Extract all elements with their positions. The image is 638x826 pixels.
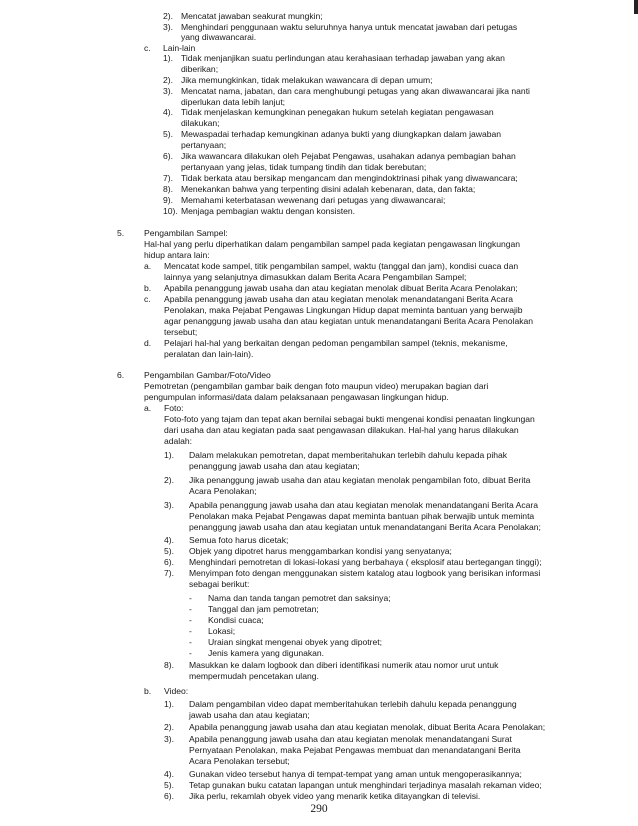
item-number: - <box>189 593 192 603</box>
item-number: 3). <box>163 22 173 32</box>
item-text: Tanggal dan jam pemotretan; <box>208 604 319 614</box>
item-number: 6). <box>164 557 174 567</box>
item-text: Nama dan tanda tangan pemotret dan saksinya; <box>208 593 391 603</box>
item-text: Apabila penanggung jawab usaha dan atau kegiatan menolak menandatangani Surat <box>189 734 512 744</box>
item-text: diberikan; <box>181 64 219 74</box>
item-number: - <box>189 604 192 614</box>
item-text: Lain-lain <box>163 43 196 53</box>
item-text: peralatan dan lain-lain). <box>164 349 254 359</box>
item-text: Tidak menjanjikan suatu perlindungan atau kerahasiaan terhadap jawaban yang akan <box>181 53 505 63</box>
edge-mark <box>634 0 638 14</box>
item-text: penanggung jawab usaha dan atau kegiatan untuk menandatangani Berita Acara Penolakan; <box>189 522 541 532</box>
item-number: b. <box>144 283 152 293</box>
item-number: 7). <box>164 568 174 578</box>
item-number: 2). <box>164 722 174 732</box>
item-number: 4). <box>164 535 174 545</box>
item-text: Semua foto harus dicetak; <box>189 535 289 545</box>
item-text: sebagai berikut: <box>189 579 250 589</box>
item-text: dari usaha dan atau kegiatan pada saat pengawasan dilakukan. Hal-hal yang harus dilakukan <box>164 425 519 435</box>
item-text: Pemotretan (pengambilan gambar baik dengan foto maupun video) merupakan bagian dari <box>144 381 489 391</box>
item-text: Apabila penanggung jawab usaha dan atau kegiatan menolak menandatangani Berita Acara <box>189 500 539 510</box>
item-text: Pengambilan Gambar/Foto/Video <box>144 370 271 380</box>
item-text: Apabila penanggung jawab usaha dan atau kegiatan menolak, dibuat Berita Acara Penolakan; <box>189 722 546 732</box>
item-text: Menjaga pembagian waktu dengan konsisten. <box>181 206 356 216</box>
item-text: hidup antara lain: <box>144 250 210 260</box>
item-text: Objek yang dipotret harus menggambarkan kondisi yang senyatanya; <box>189 546 452 556</box>
item-text: Menghindari pemotretan di lokasi-lokasi yang berbahaya ( eksplosif atau bertegangan tinggi); <box>189 557 542 567</box>
item-text: pertanyaan yang jelas, tidak tumpang tindih dan tidak berebutan; <box>181 162 427 172</box>
item-text: Lokasi; <box>208 626 236 636</box>
item-text: Menekankan bahwa yang terpenting disini adalah kebenaran, data, dan fakta; <box>181 184 476 194</box>
item-text: Video: <box>164 686 189 696</box>
item-text: Tidak menjelaskan kemungkinan penegakan hukum setelah kegiatan pengawasan <box>181 107 494 117</box>
item-text: Mencatat kode sampel, titik pengambilan sampel, waktu (tanggal dan jam), kondisi cuaca dan <box>164 261 519 271</box>
item-text: yang diwawancarai. <box>181 32 257 42</box>
item-number: 10). <box>163 206 178 216</box>
item-number: 4). <box>163 107 173 117</box>
item-text: Dalam melakukan pemotretan, dapat memberitahukan terlebih dahulu kepada pihak <box>189 450 508 460</box>
item-text: Mencatat jawaban seakurat mungkin; <box>181 11 323 21</box>
item-number: 1). <box>164 450 174 460</box>
item-text: Masukkan ke dalam logbook dan diberi identifikasi numerik atau nomor urut untuk <box>189 660 499 670</box>
item-text: lainnya yang selanjutnya dimasukkan dalam Berita Acara Pengambilan Sampel; <box>164 272 467 282</box>
item-text: Apabila penanggung jawab usaha dan atau kegiatan menolak dibuat Berita Acara Penolakan; <box>164 283 518 293</box>
item-number: - <box>189 615 192 625</box>
item-text: penanggung jawab usaha dan atau kegiatan; <box>189 461 360 471</box>
item-number: 1). <box>164 699 174 709</box>
item-number: 5. <box>117 228 125 238</box>
item-text: Mencatat nama, jabatan, dan cara menghubungi petugas yang akan diwawancarai jika nanti <box>181 86 530 96</box>
item-text: Acara Penolakan; <box>189 486 257 496</box>
item-number: 3). <box>164 500 174 510</box>
item-text: tersebut; <box>164 327 198 337</box>
item-text: mempermudah pencetakan ulang. <box>189 671 319 681</box>
item-text: Acara Penolakan tersebut; <box>189 756 290 766</box>
item-text: Jika wawancara dilakukan oleh Pejabat Pengawas, usahakan adanya pembagian bahan <box>181 151 516 161</box>
item-text: diperlukan data lebih lanjut; <box>181 97 286 107</box>
item-number: 7). <box>163 173 173 183</box>
item-text: Uraian singkat mengenai obyek yang dipotret; <box>208 637 382 647</box>
item-number: - <box>189 626 192 636</box>
item-number: 2). <box>163 75 173 85</box>
item-text: Penolakan maka Pejabat Pengawas dapat meminta bantuan pihak berwajib untuk meminta <box>189 511 535 521</box>
item-text: agar penanggung jawab usaha dan atau kegiatan untuk menandatangani Berita Acara Penolakan <box>164 316 533 326</box>
item-text: Kondisi cuaca; <box>208 615 264 625</box>
item-text: Menghindari penggunaan waktu seluruhnya hanya untuk mencatat jawaban dari petugas <box>181 22 518 32</box>
item-text: Apabila penanggung jawab usaha dan atau kegiatan menolak menandatangani Berita Acara <box>164 294 514 304</box>
item-number: 8). <box>164 660 174 670</box>
item-number: 3). <box>163 86 173 96</box>
item-text: Memahami keterbatasan wewenang dari petugas yang diwawancarai; <box>181 195 446 205</box>
item-text: Dalam pengambilan video dapat memberitahukan terlebih dahulu kepada penanggung <box>189 699 517 709</box>
item-number: 3). <box>164 734 174 744</box>
item-number: 2). <box>164 475 174 485</box>
item-number: c. <box>144 294 151 304</box>
page-number: 290 <box>310 803 328 815</box>
item-number: 8). <box>163 184 173 194</box>
item-number: 1). <box>163 53 173 63</box>
item-text: Pernyataan Penolakan, maka Pejabat Pengawas membuat dan menandatangani Berita <box>189 745 521 755</box>
item-number: - <box>189 637 192 647</box>
item-text: Hal-hal yang perlu diperhatikan dalam pengambilan sampel pada kegiatan pengawasan lingkungan <box>144 239 521 249</box>
item-text: Penolakan, maka Pejabat Pengawas Lingkungan Hidup dapat meminta bantuan yang berwajib <box>164 305 523 315</box>
item-number: 9). <box>163 195 173 205</box>
item-text: Gunakan video tersebut hanya di tempat-tempat yang aman untuk mengoperasikannya; <box>189 769 522 779</box>
item-number: d. <box>144 338 152 348</box>
item-text: Jika memungkinkan, tidak melakukan wawancara di depan umum; <box>181 75 433 85</box>
item-text: Tetap gunakan buku catatan lapangan untuk menghindari terjadinya masalah rekaman video; <box>189 780 542 790</box>
item-number: - <box>189 648 192 658</box>
item-number: 6. <box>117 370 125 380</box>
item-text: adalah: <box>164 436 193 446</box>
item-text: Jika perlu, rekamlah obyek video yang menarik ketika ditayangkan di televisi. <box>189 791 481 801</box>
item-text: dilakukan; <box>181 118 220 128</box>
item-number: 6). <box>164 791 174 801</box>
item-text: Menyimpan foto dengan menggunakan sistem katalog atau logbook yang berisikan informasi <box>189 568 541 578</box>
item-number: a. <box>144 403 152 413</box>
item-number: 5). <box>163 129 173 139</box>
item-text: Jenis kamera yang digunakan. <box>208 648 325 658</box>
item-text: Pengambilan Sampel: <box>144 228 228 238</box>
item-text: Foto-foto yang tajam dan tepat akan bernilai sebagai bukti mengenai kondisi penaatan lingkungan <box>164 414 535 424</box>
item-text: Pelajari hal-hal yang berkaitan dengan pedoman pengambilan sampel (teknis, mekanisme, <box>164 338 508 348</box>
item-number: a. <box>144 261 152 271</box>
item-text: Jika penanggung jawab usaha dan atau kegiatan menolak pengambilan foto, dibuat Berita <box>189 475 531 485</box>
item-number: 6). <box>163 151 173 161</box>
item-text: Foto: <box>164 403 184 413</box>
item-number: 5). <box>164 780 174 790</box>
item-number: 2). <box>163 11 173 21</box>
item-number: c. <box>144 43 151 53</box>
item-number: 4). <box>164 769 174 779</box>
item-number: 5). <box>164 546 174 556</box>
item-number: b. <box>144 686 152 696</box>
item-text: pertanyaan; <box>181 140 227 150</box>
item-text: Tidak berkata atau bersikap mengancam dan mengindoktrinasi pihak yang diwawancara; <box>181 173 518 183</box>
item-text: pengumpulan informasi/data dalam pelaksanaan pengawasan lingkungan hidup. <box>144 392 449 402</box>
item-text: jawab usaha dan atau kegiatan; <box>189 710 310 720</box>
item-text: Mewaspadai terhadap kemungkinan adanya bukti yang diungkapkan dalam jawaban <box>181 129 502 139</box>
